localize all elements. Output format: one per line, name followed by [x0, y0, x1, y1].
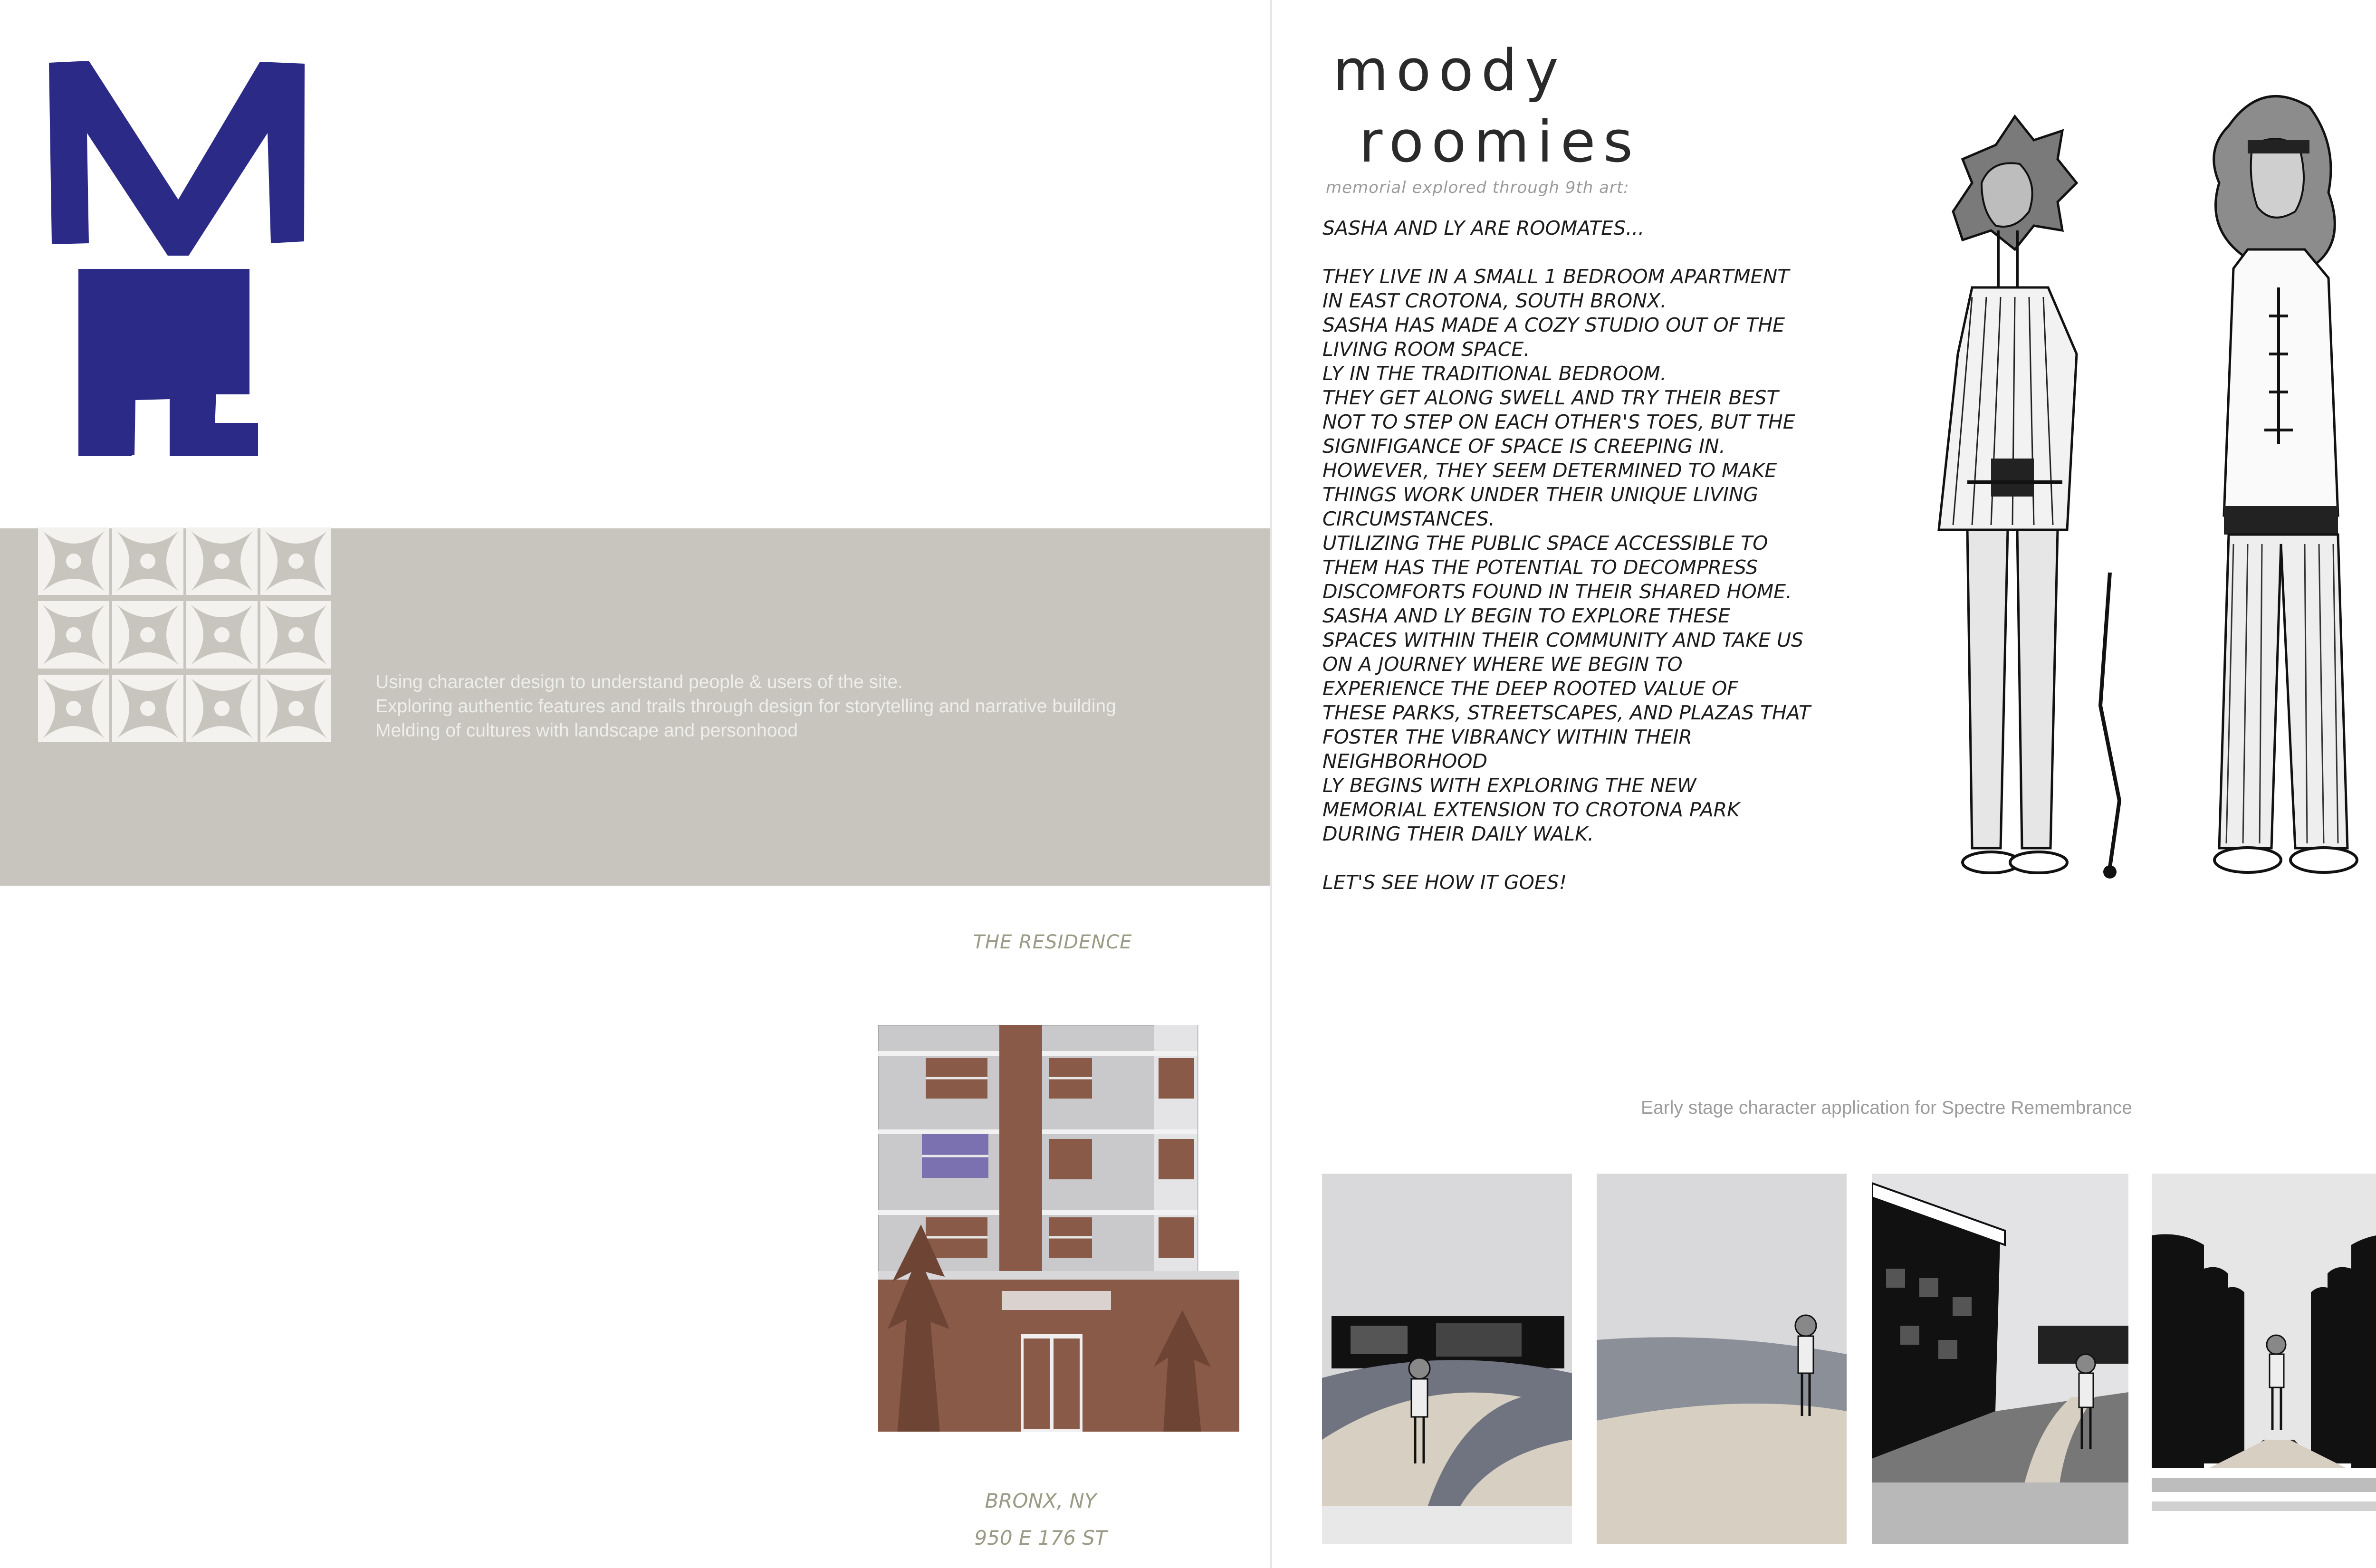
residence-building-image: [878, 1025, 1239, 1432]
story-line: THESE PARKS, STREETSCAPES, AND PLAZAS THAT: [1322, 701, 1811, 724]
residence-title: THE RESIDENCE: [973, 931, 1132, 953]
story-line: DURING THEIR DAILY WALK.: [1322, 822, 1594, 845]
story-line: NOT TO STEP ON EACH OTHER'S TOES, BUT THE: [1322, 411, 1795, 433]
story-line: IN EAST CROTONA, SOUTH BRONX.: [1322, 289, 1667, 312]
storyboard-panel-3: [1872, 1174, 2128, 1544]
story-line: THEY GET ALONG SWELL AND TRY THEIR BEST: [1322, 386, 1779, 409]
story-line: EXPERIENCE THE DEEP ROOTED VALUE OF: [1322, 677, 1738, 700]
story-line: FOSTER THE VIBRANCY WITHIN THEIR: [1322, 726, 1692, 748]
story-line: NEIGHBORHOOD: [1322, 750, 1488, 773]
storyboard-panel-2: [1597, 1174, 1847, 1544]
story-line: SASHA AND LY BEGIN TO EXPLORE THESE: [1322, 604, 1730, 627]
character-ly-illustration: [2214, 96, 2357, 873]
character-illustrations: [1920, 88, 2376, 905]
story-line: HOWEVER, THEY SEEM DETERMINED TO MAKE: [1322, 459, 1777, 482]
intro-line: Melding of cultures with landscape and personhood: [375, 720, 798, 741]
page-divider: [1270, 0, 1272, 1568]
storyboard-caption: Early stage character application for Spectre Remembrance: [1641, 1098, 2132, 1118]
story-line: LY BEGINS WITH EXPLORING THE NEW: [1322, 774, 1696, 797]
story-line: THEY LIVE IN A SMALL 1 BEDROOM APARTMENT: [1322, 265, 1790, 288]
story-line: THINGS WORK UNDER THEIR UNIQUE LIVING: [1322, 483, 1759, 506]
intro-line: Using character design to understand people & users of the site.: [375, 672, 903, 692]
story-closing: LET'S SEE HOW IT GOES!: [1322, 871, 1567, 894]
story-line: THEM HAS THE POTENTIAL TO DECOMPRESS: [1322, 556, 1758, 579]
story-line: MEMORIAL EXTENSION TO CROTONA PARK: [1322, 798, 1740, 821]
address-city: BRONX, NY: [985, 1489, 1097, 1512]
residence-address: [946, 1482, 1136, 1557]
story-line: LIVING ROOM SPACE.: [1322, 338, 1530, 361]
story-line: UTILIZING THE PUBLIC SPACE ACCESSIBLE TO: [1322, 532, 1768, 555]
story-line: CIRCUMSTANCES.: [1322, 507, 1495, 530]
story-line: SPACES WITHIN THEIR COMMUNITY AND TAKE US: [1322, 629, 1804, 651]
story-line: SIGNIFIGANCE OF SPACE IS CREEPING IN.: [1322, 435, 1725, 458]
storyboard-panel-1: [1322, 1174, 1572, 1544]
lattice-tile-pattern: [38, 527, 331, 742]
intro-line: Exploring authentic features and trails through design for storytelling and narrative building: [375, 696, 1116, 717]
story-body: [1322, 216, 1845, 895]
story-lead: SASHA AND LY ARE ROOMATES...: [1322, 217, 1645, 239]
story-title: [1333, 36, 1640, 178]
title-line-2: roomies: [1359, 109, 1641, 175]
story-line: ON A JOURNEY WHERE WE BEGIN TO: [1322, 653, 1683, 676]
intro-text: [375, 670, 1231, 743]
story-line: SASHA HAS MADE A COZY STUDIO OUT OF THE: [1322, 314, 1785, 336]
story-line: DISCOMFORTS FOUND IN THEIR SHARED HOME.: [1322, 580, 1792, 603]
storyboard-panel-4: [2152, 1174, 2376, 1544]
title-line-1: moody: [1333, 38, 1566, 104]
mr-monogram-logo: [45, 57, 311, 456]
story-subtitle: memorial explored through 9th art:: [1326, 178, 1629, 197]
character-sasha-illustration: [1939, 116, 2119, 879]
story-line: LY IN THE TRADITIONAL BEDROOM.: [1322, 362, 1667, 385]
address-street: 950 E 176 ST: [974, 1526, 1107, 1549]
